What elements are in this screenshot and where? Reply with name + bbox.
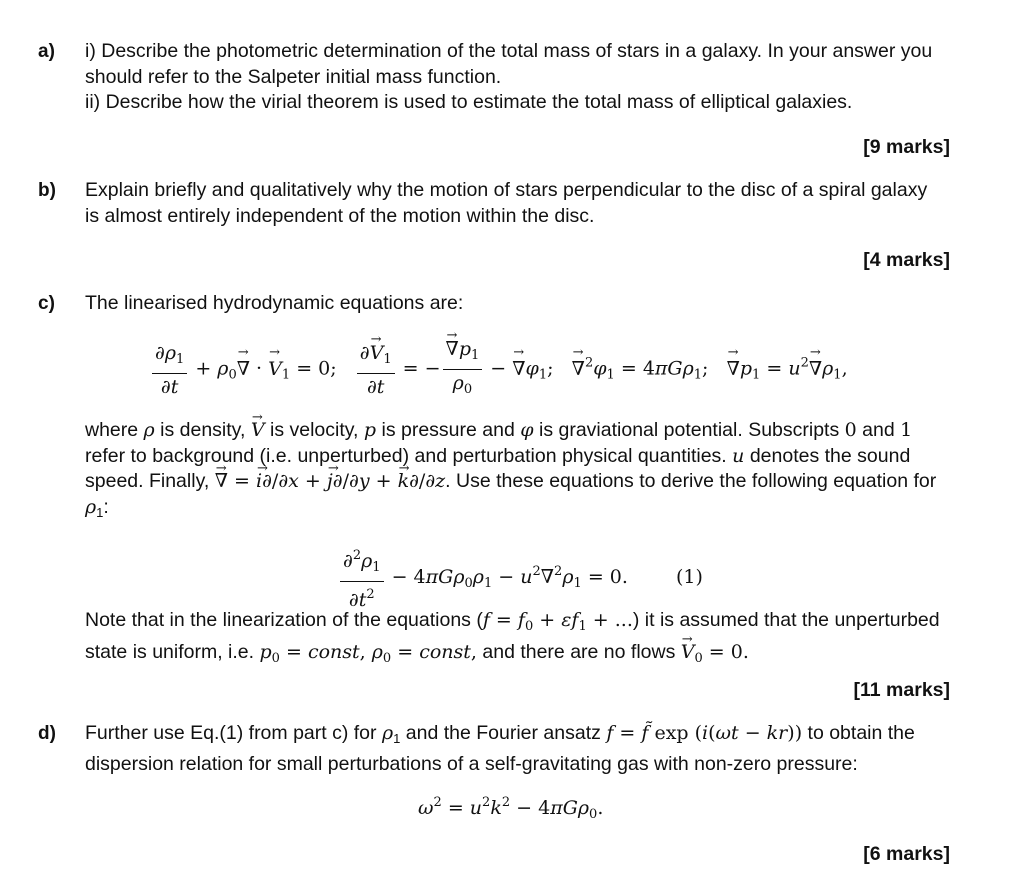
question-c-note: Note that in the linearization of the equations ($f = f_0 + \varepsilon f_1$ + ...) it is assumed that the unperturbed state is uniform, i.e. $p_0$ = const, $\rho_0$ = const, and there are no flows → $V_0 = 0$. bbox=[85, 608, 941, 671]
question-d-text: Further use Eq.(1) from part c) for $\rho_1$ and the Fourier ansatz f = f̃ exp (i(ωt − kr)) to obtain the dispersion relation for small perturbations of a self-gravitating gas with non-zero pressure: bbox=[85, 722, 915, 775]
equation-1: $\frac{\partial^2\rho_1}{\partial t^2}$ − $4\pi G\rho_0\rho_1 - u^2\nabla^2\rho_1 = 0$. (1) bbox=[338, 543, 703, 613]
question-b-label: b) bbox=[38, 180, 56, 201]
question-c-marks: [11 marks] bbox=[853, 679, 950, 701]
question-d-marks: [6 marks] bbox=[863, 843, 950, 865]
question-a-label: a) bbox=[38, 41, 55, 62]
question-c-definitions: where ρ is density, → V is velocity, p is pressure and φ is graviational potential. Subscripts 0 and 1 refer to background (i.e. unperturbed) and perturbation physical quantities. u denotes the sound speed. Finally, → ∇ = → i∂/∂x + → j∂/∂y + → k∂/∂z. Use these equations to derive the following equation for $\rho_1$: bbox=[85, 418, 941, 525]
hydrodynamic-equations: $\frac{\partial\rho_1}{\partial t}$ + $\rho_0\to$ ∇ · → $V_1 = 0$; $\frac{\partial\to V_1}{\partial t}$ = − → $\frac{\nabla p_1}{\rho_0}$ − → $\nabla\varphi_1$; → $\nabla^2\varphi_1 = 4\pi G\rho_1$; → $\nabla p_1 = u^2\to \nabla\rho_1$, bbox=[150, 336, 848, 403]
question-b-marks: [4 marks] bbox=[863, 249, 950, 271]
question-a-part-i: i) Describe the photometric determination of the total mass of stars in a galaxy. In your answer you should refer to the Salpeter initial mass function. bbox=[85, 40, 933, 88]
question-a-marks: [9 marks] bbox=[863, 136, 950, 158]
question-c-intro: The linearised hydrodynamic equations are: bbox=[85, 292, 464, 314]
question-c-label: c) bbox=[38, 293, 55, 314]
question-b-text: Explain briefly and qualitatively why the motion of stars perpendicular to the disc of a spiral galaxy is almost entirely independent of the motion within the disc. bbox=[85, 179, 928, 227]
equation-1-number: (1) bbox=[676, 566, 703, 588]
question-a-part-ii: ii) Describe how the virial theorem is used to estimate the total mass of elliptical galaxies. bbox=[85, 91, 853, 113]
question-d-label: d) bbox=[38, 723, 56, 744]
question-a-text bbox=[85, 39, 941, 116]
dispersion-relation: $\omega^2 = u^2k^2 - 4\pi G\rho_0$. bbox=[418, 795, 604, 822]
